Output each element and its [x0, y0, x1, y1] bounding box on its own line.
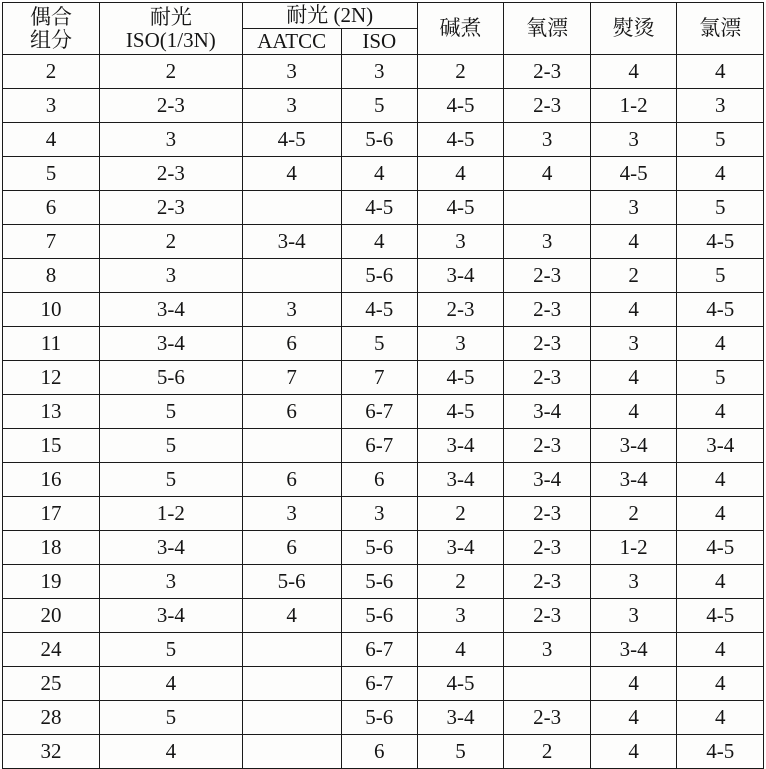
cell-coupling-component: 13	[3, 395, 100, 429]
cell-chlorine-bleach: 4	[677, 327, 764, 361]
header-aatcc: AATCC	[242, 29, 341, 55]
cell-aatcc	[242, 735, 341, 769]
cell-chlorine-bleach: 4	[677, 701, 764, 735]
cell-aatcc	[242, 701, 341, 735]
table-row	[3, 395, 764, 429]
table-row	[3, 89, 764, 123]
cell-oxygen-bleach: 2-3	[504, 89, 591, 123]
cell-coupling-component: 24	[3, 633, 100, 667]
cell-lightfastness-iso: 3	[100, 123, 242, 157]
cell-aatcc: 6	[242, 531, 341, 565]
cell-iso: 3	[341, 497, 417, 531]
cell-chlorine-bleach: 3-4	[677, 429, 764, 463]
cell-chlorine-bleach: 4-5	[677, 531, 764, 565]
cell-aatcc: 7	[242, 361, 341, 395]
cell-alkali-boil: 2	[417, 497, 504, 531]
cell-ironing: 3	[590, 191, 677, 225]
cell-oxygen-bleach: 2-3	[504, 293, 591, 327]
cell-aatcc	[242, 259, 341, 293]
cell-lightfastness-iso: 2	[100, 225, 242, 259]
cell-oxygen-bleach: 2-3	[504, 429, 591, 463]
cell-ironing: 4	[590, 225, 677, 259]
cell-chlorine-bleach: 4	[677, 565, 764, 599]
header-lightfastness-iso: 耐光 ISO(1/3N)	[100, 3, 242, 55]
cell-coupling-component: 25	[3, 667, 100, 701]
cell-aatcc	[242, 191, 341, 225]
cell-oxygen-bleach: 3	[504, 633, 591, 667]
table-row	[3, 157, 764, 191]
cell-aatcc: 3	[242, 293, 341, 327]
table-row	[3, 497, 764, 531]
cell-aatcc: 4	[242, 599, 341, 633]
table-row	[3, 225, 764, 259]
document-page	[0, 2, 766, 764]
cell-alkali-boil: 3	[417, 327, 504, 361]
cell-iso: 6-7	[341, 667, 417, 701]
cell-lightfastness-iso: 5	[100, 701, 242, 735]
cell-alkali-boil: 2	[417, 55, 504, 89]
table-row	[3, 701, 764, 735]
cell-coupling-component: 19	[3, 565, 100, 599]
cell-iso: 6	[341, 735, 417, 769]
cell-alkali-boil: 4-5	[417, 123, 504, 157]
cell-oxygen-bleach: 2-3	[504, 531, 591, 565]
cell-iso: 5-6	[341, 259, 417, 293]
cell-alkali-boil: 4-5	[417, 395, 504, 429]
table-row	[3, 667, 764, 701]
cell-ironing: 1-2	[590, 89, 677, 123]
cell-lightfastness-iso: 5	[100, 633, 242, 667]
table-row	[3, 463, 764, 497]
cell-iso: 4-5	[341, 191, 417, 225]
cell-chlorine-bleach: 4	[677, 395, 764, 429]
table-row	[3, 599, 764, 633]
cell-lightfastness-iso: 4	[100, 667, 242, 701]
cell-coupling-component: 12	[3, 361, 100, 395]
cell-lightfastness-iso: 5	[100, 463, 242, 497]
cell-ironing: 3-4	[590, 463, 677, 497]
cell-aatcc: 3	[242, 497, 341, 531]
cell-oxygen-bleach: 3	[504, 225, 591, 259]
cell-chlorine-bleach: 4	[677, 55, 764, 89]
cell-alkali-boil: 5	[417, 735, 504, 769]
cell-lightfastness-iso: 3-4	[100, 531, 242, 565]
cell-oxygen-bleach: 4	[504, 157, 591, 191]
table-row	[3, 55, 764, 89]
table-row	[3, 327, 764, 361]
cell-alkali-boil: 4-5	[417, 667, 504, 701]
cell-iso: 4-5	[341, 293, 417, 327]
header-oxygen-bleach: 氧漂	[504, 3, 591, 55]
cell-aatcc: 4-5	[242, 123, 341, 157]
cell-oxygen-bleach: 3-4	[504, 463, 591, 497]
cell-coupling-component: 5	[3, 157, 100, 191]
cell-aatcc	[242, 633, 341, 667]
cell-coupling-component: 6	[3, 191, 100, 225]
cell-alkali-boil: 3-4	[417, 463, 504, 497]
cell-alkali-boil: 2	[417, 565, 504, 599]
table-row	[3, 429, 764, 463]
cell-coupling-component: 15	[3, 429, 100, 463]
cell-aatcc	[242, 429, 341, 463]
cell-lightfastness-iso: 5	[100, 429, 242, 463]
cell-chlorine-bleach: 5	[677, 361, 764, 395]
cell-ironing: 4	[590, 395, 677, 429]
cell-aatcc: 6	[242, 327, 341, 361]
cell-lightfastness-iso: 3-4	[100, 293, 242, 327]
cell-aatcc: 3-4	[242, 225, 341, 259]
cell-ironing: 4	[590, 55, 677, 89]
cell-chlorine-bleach: 4-5	[677, 293, 764, 327]
cell-coupling-component: 7	[3, 225, 100, 259]
cell-oxygen-bleach: 2-3	[504, 701, 591, 735]
cell-coupling-component: 4	[3, 123, 100, 157]
cell-coupling-component: 32	[3, 735, 100, 769]
table-row	[3, 633, 764, 667]
cell-alkali-boil: 3-4	[417, 429, 504, 463]
cell-iso: 5-6	[341, 123, 417, 157]
cell-ironing: 4	[590, 701, 677, 735]
table-row	[3, 531, 764, 565]
cell-coupling-component: 3	[3, 89, 100, 123]
cell-oxygen-bleach: 2	[504, 735, 591, 769]
cell-lightfastness-iso: 5	[100, 395, 242, 429]
cell-coupling-component: 11	[3, 327, 100, 361]
cell-iso: 6-7	[341, 633, 417, 667]
cell-oxygen-bleach: 3-4	[504, 395, 591, 429]
cell-lightfastness-iso: 3-4	[100, 327, 242, 361]
header-row-1	[3, 3, 764, 29]
cell-chlorine-bleach: 4	[677, 497, 764, 531]
cell-lightfastness-iso: 2-3	[100, 157, 242, 191]
cell-ironing: 3	[590, 327, 677, 361]
header-chlorine-bleach: 氯漂	[677, 3, 764, 55]
cell-lightfastness-iso: 3	[100, 259, 242, 293]
cell-chlorine-bleach: 4	[677, 157, 764, 191]
cell-oxygen-bleach: 3	[504, 123, 591, 157]
cell-alkali-boil: 3	[417, 599, 504, 633]
cell-oxygen-bleach: 2-3	[504, 327, 591, 361]
cell-alkali-boil: 4-5	[417, 89, 504, 123]
cell-coupling-component: 16	[3, 463, 100, 497]
cell-aatcc: 4	[242, 157, 341, 191]
cell-oxygen-bleach	[504, 667, 591, 701]
header-lightfastness-2n-group: 耐光 (2N)	[242, 3, 417, 29]
cell-alkali-boil: 3-4	[417, 259, 504, 293]
cell-chlorine-bleach: 3	[677, 89, 764, 123]
cell-lightfastness-iso: 5-6	[100, 361, 242, 395]
cell-iso: 5	[341, 327, 417, 361]
table-row	[3, 191, 764, 225]
cell-ironing: 3-4	[590, 429, 677, 463]
cell-oxygen-bleach: 2-3	[504, 565, 591, 599]
cell-alkali-boil: 4-5	[417, 361, 504, 395]
cell-iso: 4	[341, 225, 417, 259]
cell-oxygen-bleach	[504, 191, 591, 225]
cell-lightfastness-iso: 4	[100, 735, 242, 769]
table-row	[3, 735, 764, 769]
cell-alkali-boil: 3	[417, 225, 504, 259]
cell-ironing: 2	[590, 259, 677, 293]
cell-iso: 5-6	[341, 701, 417, 735]
cell-ironing: 4	[590, 293, 677, 327]
cell-ironing: 1-2	[590, 531, 677, 565]
cell-iso: 5-6	[341, 531, 417, 565]
cell-coupling-component: 18	[3, 531, 100, 565]
cell-chlorine-bleach: 4-5	[677, 225, 764, 259]
cell-ironing: 3	[590, 599, 677, 633]
cell-oxygen-bleach: 2-3	[504, 599, 591, 633]
cell-ironing: 2	[590, 497, 677, 531]
cell-alkali-boil: 4-5	[417, 191, 504, 225]
cell-iso: 3	[341, 55, 417, 89]
cell-lightfastness-iso: 2-3	[100, 89, 242, 123]
cell-alkali-boil: 3-4	[417, 531, 504, 565]
cell-chlorine-bleach: 4	[677, 667, 764, 701]
results-table	[2, 2, 764, 769]
cell-chlorine-bleach: 4-5	[677, 735, 764, 769]
cell-ironing: 3	[590, 123, 677, 157]
cell-alkali-boil: 3-4	[417, 701, 504, 735]
header-ironing: 熨烫	[590, 3, 677, 55]
cell-iso: 5-6	[341, 565, 417, 599]
cell-iso: 6-7	[341, 429, 417, 463]
cell-ironing: 4-5	[590, 157, 677, 191]
cell-iso: 6	[341, 463, 417, 497]
header-coupling-component: 偶合 组分	[3, 3, 100, 55]
header-alkali-boil: 碱煮	[417, 3, 504, 55]
cell-alkali-boil: 4	[417, 633, 504, 667]
table-row	[3, 565, 764, 599]
header-iso: ISO	[341, 29, 417, 55]
cell-coupling-component: 17	[3, 497, 100, 531]
cell-lightfastness-iso: 2	[100, 55, 242, 89]
cell-chlorine-bleach: 5	[677, 123, 764, 157]
cell-iso: 7	[341, 361, 417, 395]
table-row	[3, 293, 764, 327]
cell-alkali-boil: 4	[417, 157, 504, 191]
cell-aatcc: 5-6	[242, 565, 341, 599]
cell-coupling-component: 28	[3, 701, 100, 735]
cell-coupling-component: 10	[3, 293, 100, 327]
table-row	[3, 123, 764, 157]
cell-lightfastness-iso: 2-3	[100, 191, 242, 225]
cell-iso: 6-7	[341, 395, 417, 429]
cell-oxygen-bleach: 2-3	[504, 259, 591, 293]
cell-iso: 4	[341, 157, 417, 191]
cell-lightfastness-iso: 1-2	[100, 497, 242, 531]
cell-coupling-component: 8	[3, 259, 100, 293]
cell-ironing: 4	[590, 735, 677, 769]
cell-lightfastness-iso: 3	[100, 565, 242, 599]
cell-aatcc	[242, 667, 341, 701]
cell-iso: 5-6	[341, 599, 417, 633]
cell-lightfastness-iso: 3-4	[100, 599, 242, 633]
cell-aatcc: 3	[242, 55, 341, 89]
cell-coupling-component: 2	[3, 55, 100, 89]
cell-oxygen-bleach: 2-3	[504, 55, 591, 89]
table-row	[3, 259, 764, 293]
cell-oxygen-bleach: 2-3	[504, 497, 591, 531]
cell-chlorine-bleach: 5	[677, 259, 764, 293]
cell-ironing: 4	[590, 667, 677, 701]
cell-aatcc: 6	[242, 395, 341, 429]
table-row	[3, 361, 764, 395]
table-header	[3, 3, 764, 55]
cell-chlorine-bleach: 4-5	[677, 599, 764, 633]
cell-chlorine-bleach: 4	[677, 633, 764, 667]
cell-coupling-component: 20	[3, 599, 100, 633]
cell-iso: 5	[341, 89, 417, 123]
cell-ironing: 3	[590, 565, 677, 599]
cell-aatcc: 3	[242, 89, 341, 123]
cell-ironing: 3-4	[590, 633, 677, 667]
cell-chlorine-bleach: 5	[677, 191, 764, 225]
cell-chlorine-bleach: 4	[677, 463, 764, 497]
cell-ironing: 4	[590, 361, 677, 395]
cell-aatcc: 6	[242, 463, 341, 497]
cell-oxygen-bleach: 2-3	[504, 361, 591, 395]
table-body	[3, 55, 764, 769]
cell-alkali-boil: 2-3	[417, 293, 504, 327]
